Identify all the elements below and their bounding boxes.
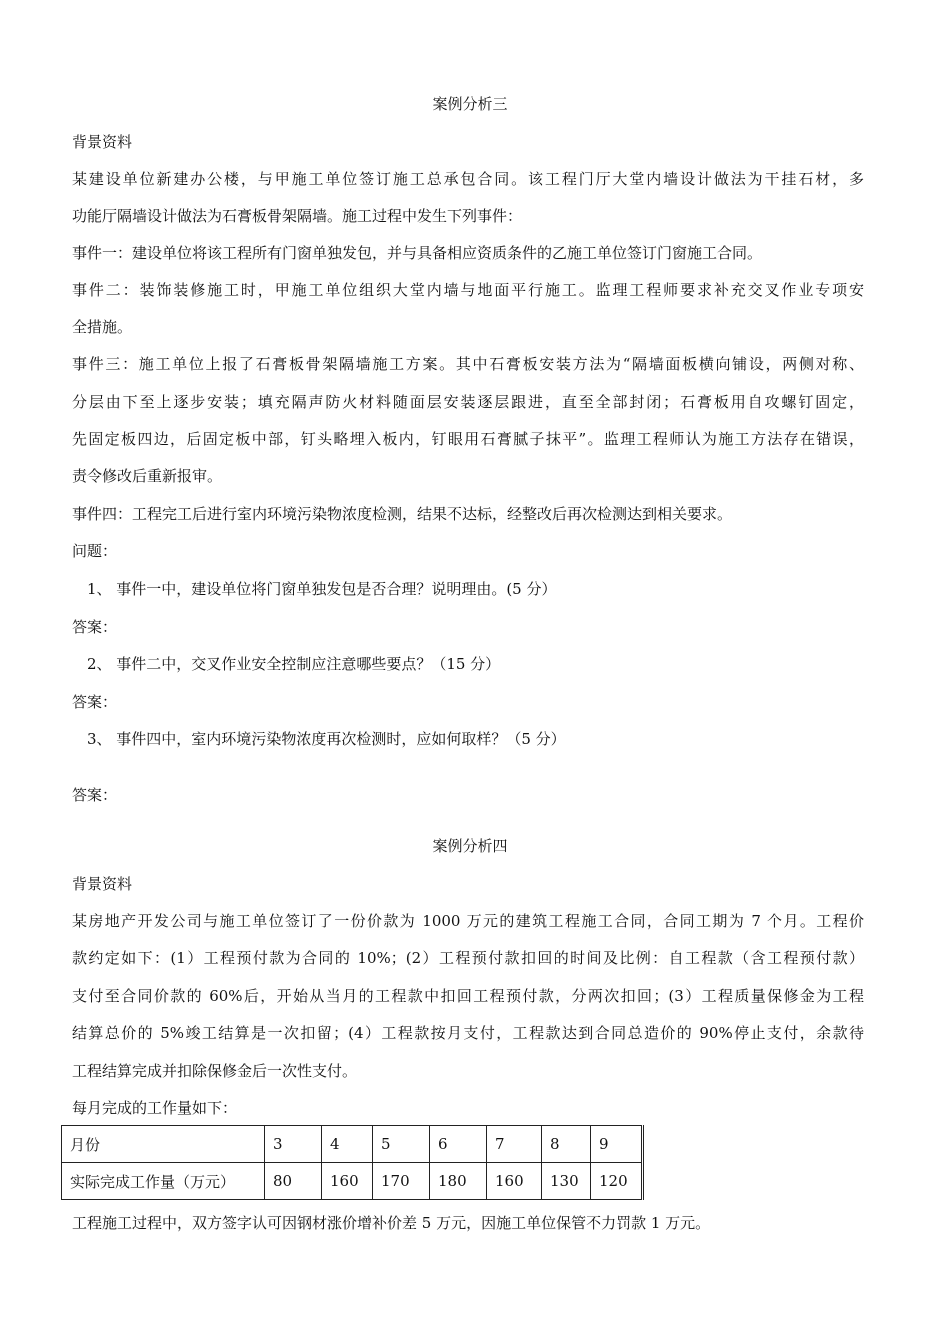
table-month-cell: 4	[322, 1126, 373, 1163]
case3-questions-label: 问题：	[72, 542, 118, 560]
case3-event-3-line-2: 分层由下至上逐步安装；填充隔声防火材料随面层安装逐层跟进，直至全部封闭；石膏板用自攻螺钉固定，	[72, 393, 864, 411]
case4-paragraph-line-5: 工程结算完成并扣除保修金后一次性支付。	[72, 1062, 358, 1080]
table-row	[62, 1126, 643, 1163]
case3-event-3-line-3: 先固定板四边，后固定板中部，钉头略埋入板内，钉眼用石膏腻子抹平”。监理工程师认为施工方法存在错误，	[72, 430, 864, 448]
case4-after-table: 工程施工过程中，双方签字认可因钢材涨价增补价差 5 万元，因施工单位保管不力罚款 1 万元。	[72, 1214, 711, 1232]
case4-paragraph-line-3: 支付至合同价款的 60%后，开始从当月的工程款中扣回工程预付款，分两次扣回；(3）工程质量保修金为工程	[72, 987, 864, 1005]
table-month-cell: 5	[373, 1126, 430, 1163]
case3-answer-label-2: 答案：	[72, 693, 118, 711]
case4-paragraph-line-2: 款约定如下：(1）工程预付款为合同的 10%；(2）工程预付款扣回的时间及比例：自工程款（含工程预付款）	[72, 949, 864, 967]
case3-paragraph-line-2: 功能厅隔墙设计做法为石膏板骨架隔墙。施工过程中发生下列事件：	[72, 207, 523, 225]
table-value-cell: 120	[591, 1163, 643, 1200]
case3-event-1: 事件一：建设单位将该工程所有门窗单独发包，并与具备相应资质条件的乙施工单位签订门窗施工合同。	[72, 244, 763, 262]
table-month-cell: 7	[487, 1126, 542, 1163]
table-value-cell: 130	[542, 1163, 591, 1200]
table-row	[62, 1163, 643, 1200]
case4-title: 案例分析四	[432, 837, 508, 855]
table-month-cell: 3	[265, 1126, 322, 1163]
table-value-cell: 160	[322, 1163, 373, 1200]
table-value-cell: 170	[373, 1163, 430, 1200]
case3-title: 案例分析三	[432, 95, 508, 113]
table-value-cell: 180	[430, 1163, 487, 1200]
case3-paragraph-line-1: 某建设单位新建办公楼，与甲施工单位签订施工总承包合同。该工程门厅大堂内墙设计做法为干挂石材，多	[72, 170, 864, 188]
table-value-cell: 160	[487, 1163, 542, 1200]
table-row-label: 实际完成工作量（万元）	[62, 1163, 265, 1200]
case3-event-3-line-4: 责令修改后重新报审。	[72, 467, 223, 485]
case3-answer-label-1: 答案：	[72, 618, 118, 636]
case3-question-1: 1、 事件一中，建设单位将门窗单独发包是否合理？说明理由。(5 分）	[87, 580, 557, 598]
case3-event-4: 事件四：工程完工后进行室内环境污染物浓度检测，结果不达标，经整改后再次检测达到相关要求。	[72, 505, 733, 523]
table-month-cell: 6	[430, 1126, 487, 1163]
monthly-workload-table	[61, 1125, 644, 1200]
case3-answer-label-3: 答案：	[72, 786, 118, 804]
case4-background-label: 背景资料	[72, 875, 133, 893]
case3-question-3: 3、 事件四中，室内环境污染物浓度再次检测时，应如何取样？（5 分）	[87, 730, 566, 748]
case3-event-2-line-1: 事件二：装饰装修施工时，甲施工单位组织大堂内墙与地面平行施工。监理工程师要求补充交叉作业专项安	[72, 281, 864, 299]
case3-event-2-line-2: 全措施。	[72, 318, 133, 336]
table-value-cell: 80	[265, 1163, 322, 1200]
case3-background-label: 背景资料	[72, 133, 133, 151]
case4-table-intro: 每月完成的工作量如下：	[72, 1099, 238, 1117]
case4-paragraph-line-4: 结算总价的 5%竣工结算是一次扣留；(4）工程款按月支付，工程款达到合同总造价的 90%停止支付，余款待	[72, 1024, 864, 1042]
table-month-cell: 9	[591, 1126, 643, 1163]
table-header-label: 月份	[62, 1126, 265, 1163]
case3-question-2: 2、 事件二中，交叉作业安全控制应注意哪些要点？（15 分）	[87, 655, 501, 673]
case4-paragraph-line-1: 某房地产开发公司与施工单位签订了一份价款为 1000 万元的建筑工程施工合同，合同工期为 7 个月。工程价	[72, 912, 864, 930]
table-month-cell: 8	[542, 1126, 591, 1163]
case3-event-3-line-1: 事件三：施工单位上报了石膏板骨架隔墙施工方案。其中石膏板安装方法为“隔墙面板横向铺设，两侧对称、	[72, 355, 864, 373]
